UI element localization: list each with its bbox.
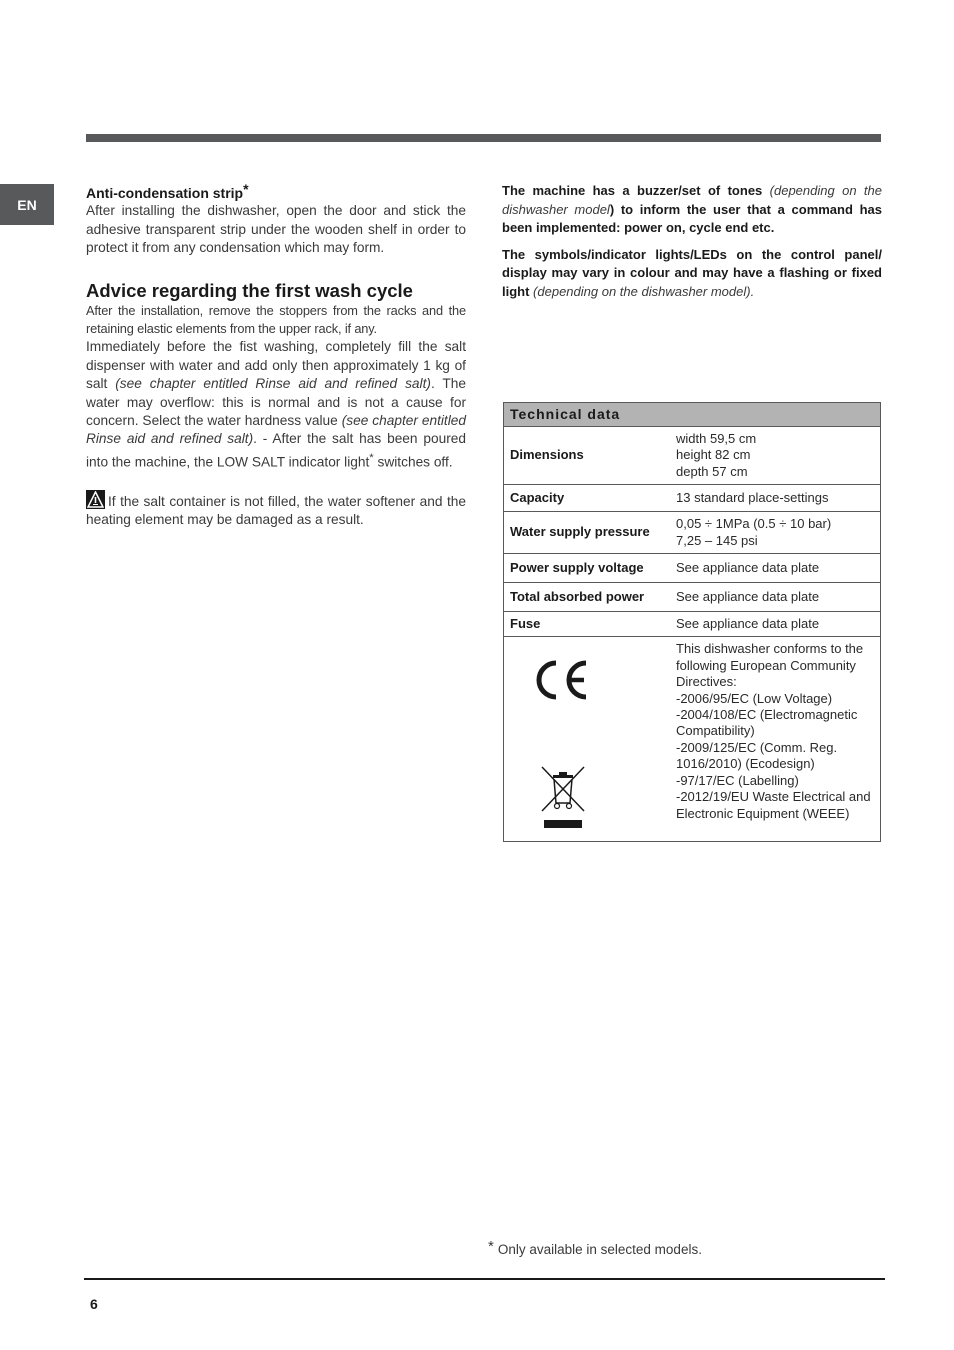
- header-rule: [86, 134, 881, 142]
- table-row-directives: [504, 637, 881, 842]
- strip-heading: Anti-condensation strip*: [86, 181, 249, 201]
- buzzer-note: The machine has a buzzer/set of tones (depending on the dishwasher model) to inform the user that a command has been implemented: power on, cycle end etc.: [502, 183, 883, 236]
- table-row: Power supply voltage See appliance data plate: [504, 554, 881, 583]
- technical-data-table: [503, 402, 881, 842]
- warning-icon: [86, 490, 105, 509]
- directives-list: This dishwasher conforms to the following European Community Directives: -2006/95/EC (Low Voltage) -2004/108/EC (Electromagnetic Compatibility) -2009/125/EC (Comm. Reg. 1016/2010) (Ecodesign) -97/17/EC (Labelling) -2012/19/EU Waste Electrical and Electronic Equipment (WEEE): [664, 637, 881, 842]
- symbols-note: The symbols/indicator lights/LEDs on the control panel/ display may vary in colour and may have a flashing or fixed light (depending on the dishwasher model).: [502, 246, 882, 299]
- footnote: * Only available in selected models.: [488, 1238, 702, 1257]
- advice-paragraph-2: Immediately before the fist washing, completely fill the salt dispenser with water and add only then approximately 1 kg of salt (see chapter entitled Rinse aid and refined salt). The water may overflow: this is normal and is not a cause for concern. Select the water hardness value (see chapter entitled Rinse aid and refined salt). - After the salt has been poured into the machine, the LOW SALT indicator light* switches off.: [86, 339, 467, 470]
- left-column: [86, 178, 466, 530]
- advice-paragraph-1: After the installation, remove the stoppers from the racks and the retaining elastic elements from the upper rack, if any.: [86, 302, 466, 337]
- table-row: Capacity 13 standard place-settings: [504, 485, 881, 512]
- table-row: Fuse See appliance data plate: [504, 612, 881, 637]
- page-number: 6: [90, 1296, 98, 1312]
- weee-bin-icon: [540, 765, 586, 831]
- table-row: Total absorbed power See appliance data plate: [504, 583, 881, 612]
- right-column: [502, 182, 882, 302]
- table-row: Dimensions width 59,5 cm height 82 cm depth 57 cm: [504, 427, 881, 485]
- strip-text: After installing the dishwasher, open the door and stick the adhesive transparent strip under the wooden shelf in order to protect it from any condensation which may form.: [86, 203, 466, 256]
- advice-heading: Advice regarding the first wash cycle: [86, 279, 413, 301]
- compliance-symbols: [504, 637, 665, 842]
- footer-rule: [84, 1278, 885, 1280]
- salt-warning: If the salt container is not filled, the water softener and the heating element may be damaged as a result.: [86, 490, 466, 530]
- table-title: Technical data: [504, 403, 881, 427]
- ce-mark-icon: [534, 659, 590, 701]
- language-tab: EN: [0, 184, 54, 225]
- table-row: Water supply pressure 0,05 ÷ 1MPa (0.5 ÷ 10 bar) 7,25 – 145 psi: [504, 512, 881, 554]
